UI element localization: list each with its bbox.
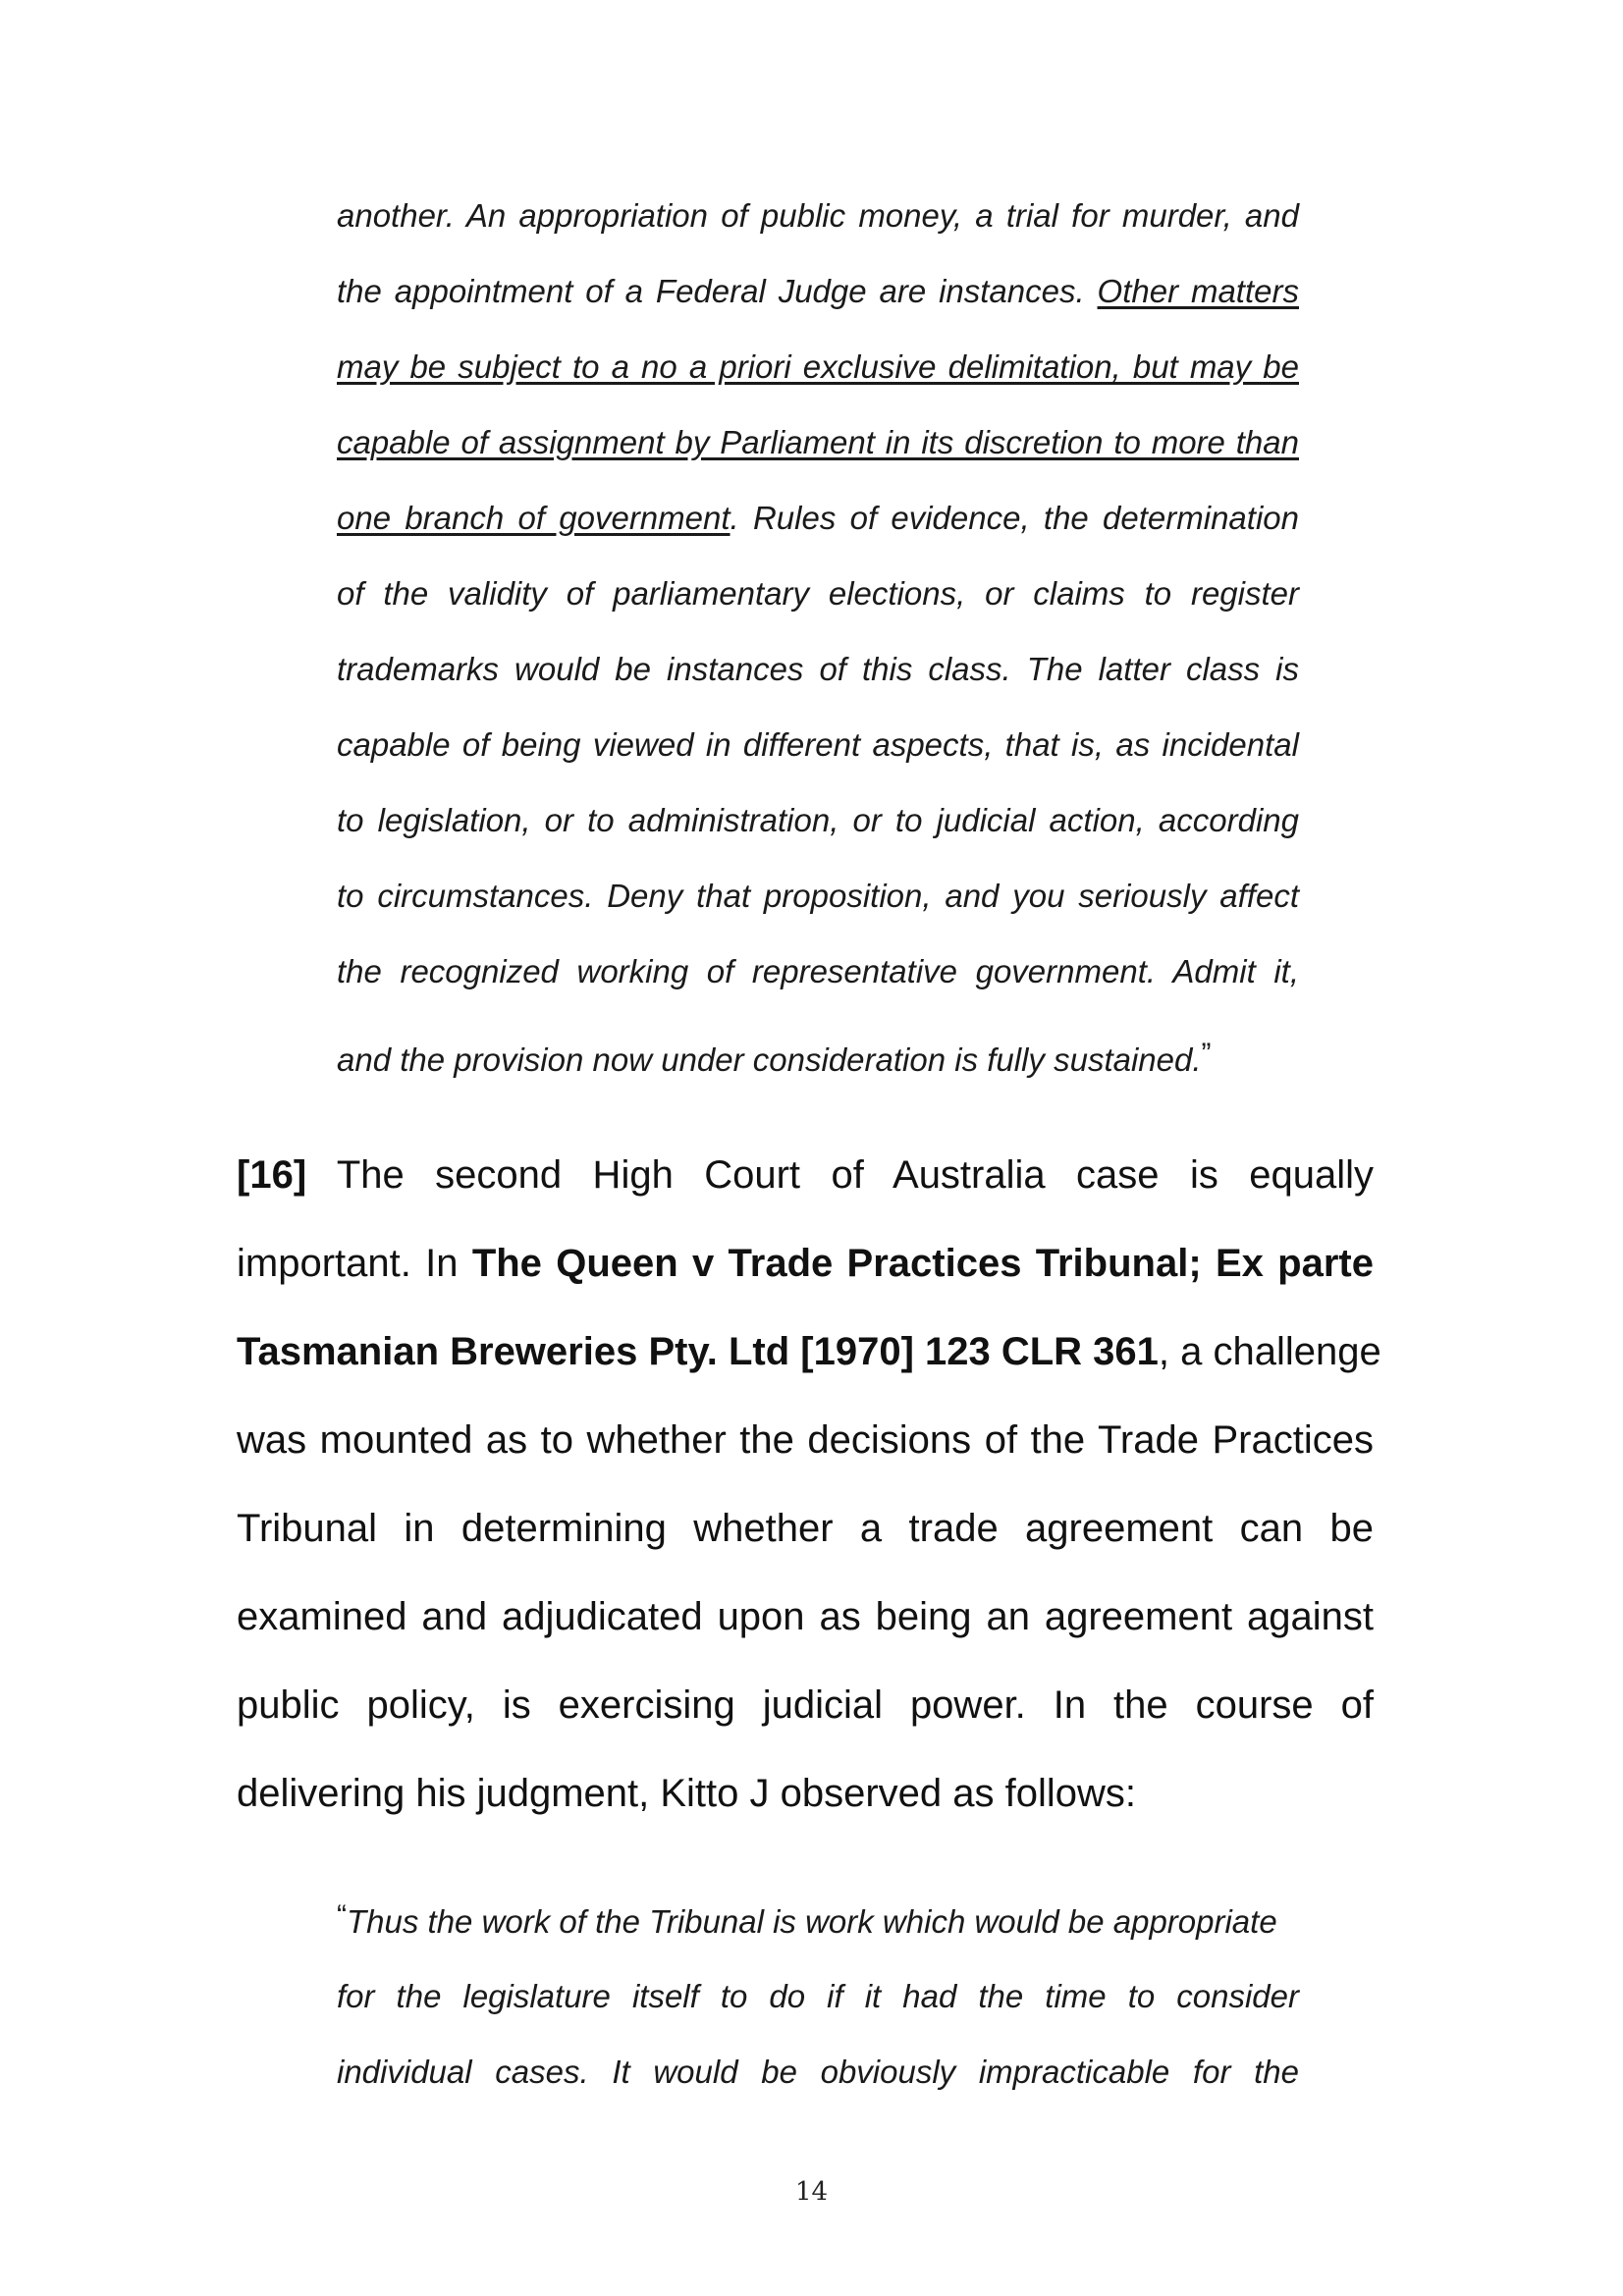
paragraph-line: delivering his judgment, Kitto J observed as follows: xyxy=(237,1772,1137,1815)
paragraph-line xyxy=(237,1239,1374,1288)
paragraph-number: [16] xyxy=(237,1153,307,1197)
quote-line: may be subject to a no a priori exclusive delimitation, but may be xyxy=(337,348,1299,385)
quote-line xyxy=(337,499,1299,538)
quote-line: trademarks would be instances of this class. The latter class is xyxy=(337,651,1299,687)
quote-line xyxy=(337,1035,1299,1078)
underlined-text: one branch of government xyxy=(337,500,730,536)
quote-line: for the legislature itself to do if it had the time to consider xyxy=(337,1978,1299,2014)
opening-quote-mark: “ xyxy=(337,1899,347,1932)
paragraph-text: , a challenge xyxy=(1158,1330,1381,1373)
quote-line xyxy=(337,272,1299,311)
paragraph-text: important. In xyxy=(237,1242,472,1285)
closing-quote-mark: ” xyxy=(1201,1038,1212,1070)
quote-line: to circumstances. Deny that proposition, and you seriously affect xyxy=(337,878,1299,914)
paragraph-line: Tribunal in determining whether a trade agreement can be xyxy=(237,1507,1374,1550)
page-number: 14 xyxy=(794,2177,829,2207)
paragraph-line xyxy=(237,1150,1374,1200)
paragraph-line: public policy, is exercising judicial power. In the course of xyxy=(237,1683,1374,1727)
quote-text: and the provision now under consideration is fully sustained. xyxy=(337,1041,1202,1078)
paragraph-line xyxy=(237,1327,1381,1376)
paragraph-line: examined and adjudicated upon as being an agreement against xyxy=(237,1595,1374,1638)
quote-line: another. An appropriation of public money, a trial for murder, and xyxy=(337,197,1299,234)
quote-text: Thus the work of the Tribunal is work which would be appropriate xyxy=(347,1903,1277,1940)
case-citation: Tasmanian Breweries Pty. Ltd [1970] 123 CLR 361 xyxy=(237,1330,1159,1373)
quote-line: the recognized working of representative government. Admit it, xyxy=(337,953,1299,989)
quote-text: . Rules of evidence, the determination xyxy=(730,500,1299,536)
quote-line: capable of being viewed in different aspects, that is, as incidental xyxy=(337,726,1299,763)
paragraph-line: was mounted as to whether the decisions of the Trade Practices xyxy=(237,1418,1374,1462)
quote-text: the appointment of a Federal Judge are instances. xyxy=(337,273,1098,309)
quote-line xyxy=(337,1896,1299,1940)
quote-line: individual cases. It would be obviously impracticable for the xyxy=(337,2054,1299,2090)
quote-line: of the validity of parliamentary elections, or claims to register xyxy=(337,575,1299,612)
case-citation: The Queen v Trade Practices Tribunal; Ex parte xyxy=(471,1242,1374,1285)
paragraph-text: The second High Court of Australia case is equally xyxy=(306,1153,1374,1197)
quote-line: capable of assignment by Parliament in its discretion to more than xyxy=(337,424,1299,460)
quote-line: to legislation, or to administration, or to judicial action, according xyxy=(337,802,1299,838)
underlined-text: Other matters xyxy=(1097,273,1299,309)
